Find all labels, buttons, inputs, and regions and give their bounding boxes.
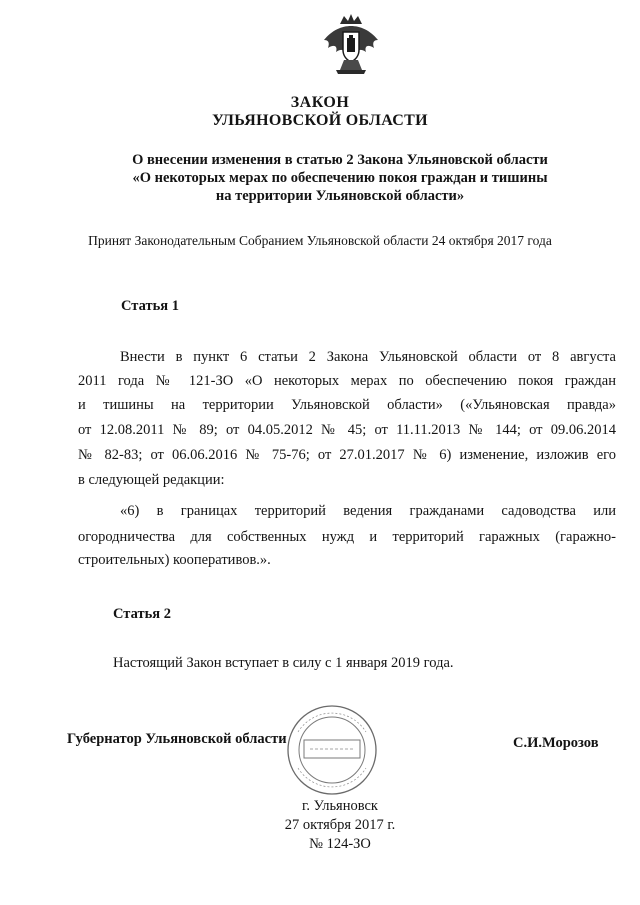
adoption-note: Принят Законодательным Собранием Ульяновской области 24 октября 2017 года <box>88 233 552 248</box>
law-subtitle-line-1: О внесении изменения в статью 2 Закона Ульяновской области <box>132 152 548 168</box>
article-1-quote-line-2: огородничества для собственных нужд и территорий гаражных (гаражно- <box>78 529 616 545</box>
article-1-heading: Статья 1 <box>121 298 179 314</box>
law-subtitle-line-3: на территории Ульяновской области» <box>215 188 465 204</box>
document-region-title: УЛЬЯНОВСКОЙ ОБЛАСТИ <box>212 112 428 129</box>
law-subtitle-line-2: «О некоторых мерах по обеспечению покоя граждан и тишины <box>132 170 548 186</box>
article-1-line-1: Внести в пункт 6 статьи 2 Закона Ульяновской области от 8 августа <box>120 349 616 365</box>
place-of-signing: г. Ульяновск <box>302 798 378 814</box>
article-2-heading: Статья 2 <box>113 606 171 622</box>
coat-of-arms-icon <box>318 10 384 78</box>
law-number: № 124-ЗО <box>309 836 371 852</box>
article-2-text: Настоящий Закон вступает в силу с 1 января 2019 года. <box>113 655 454 671</box>
article-1-quote-line-3: строительных) кооперативов.». <box>78 552 271 568</box>
article-1-line-4: от 12.08.2011 № 89; от 04.05.2012 № 45; от 11.11.2013 № 144; от 09.06.2014 <box>78 422 616 438</box>
article-1-line-6: в следующей редакции: <box>78 472 225 488</box>
article-1-line-5: № 82-83; от 06.06.2016 № 75-76; от 27.01.2017 № 6) изменение, изложив его <box>78 447 616 463</box>
article-1-quote-line-1: «6) в границах территорий ведения гражданами садоводства или <box>120 503 616 519</box>
governor-name: С.И.Морозов <box>513 735 599 751</box>
article-1-line-2: 2011 года № 121-ЗО «О некоторых мерах по обеспечению покоя граждан <box>78 373 616 389</box>
governor-position: Губернатор Ульяновской области <box>67 731 287 747</box>
signing-date: 27 октября 2017 г. <box>284 817 396 833</box>
round-seal-stamp <box>284 702 380 798</box>
document-type-title: ЗАКОН <box>290 94 350 111</box>
article-1-line-3: и тишины на территории Ульяновской области» («Ульяновская правда» <box>78 397 616 413</box>
